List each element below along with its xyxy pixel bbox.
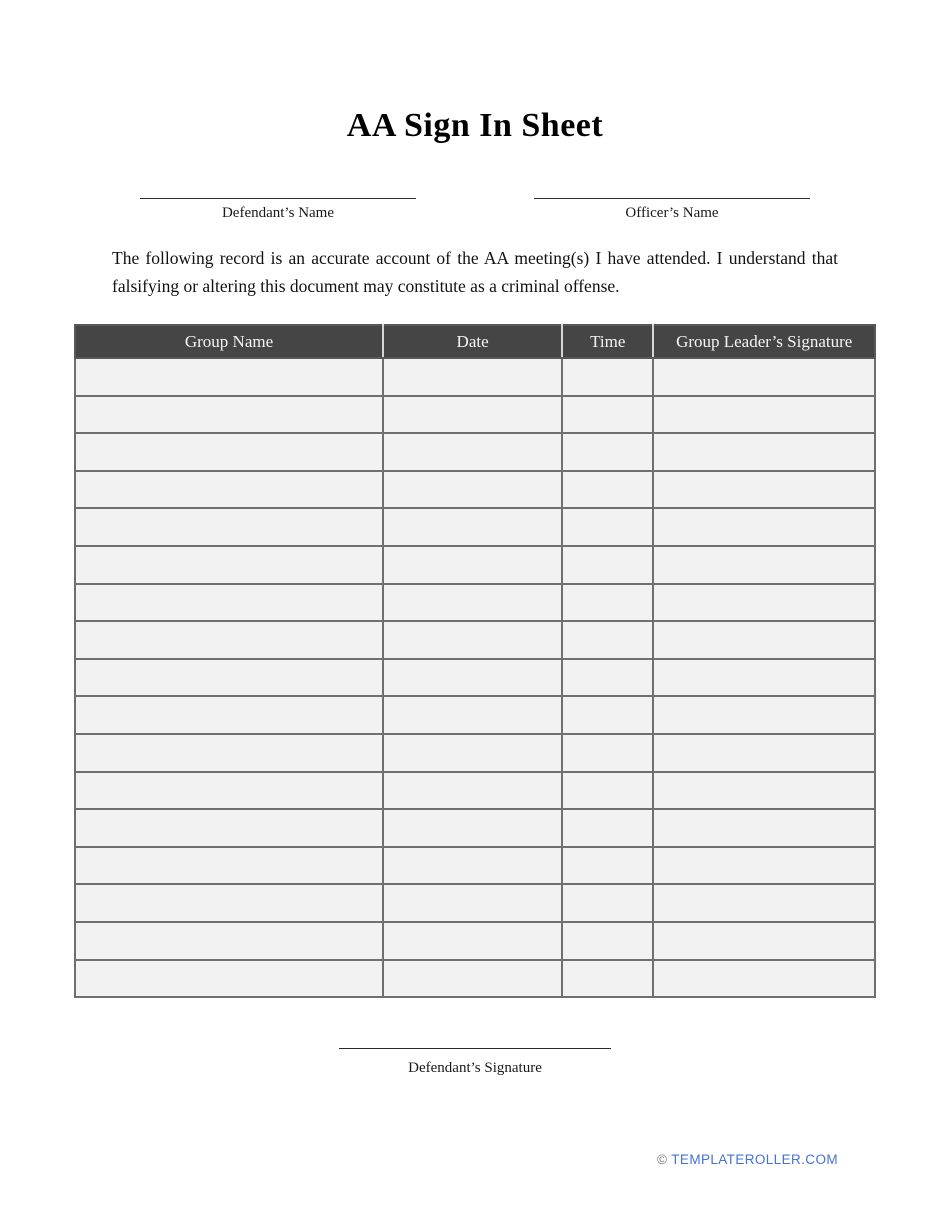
table-row [75,621,875,659]
cell-time[interactable] [562,809,653,847]
cell-group-name[interactable] [75,922,383,960]
table-row [75,396,875,434]
column-header-date: Date [383,325,562,358]
table-row [75,772,875,810]
cell-date[interactable] [383,433,562,471]
cell-time[interactable] [562,471,653,509]
cell-date[interactable] [383,847,562,885]
defendant-signature-line[interactable] [339,1048,611,1049]
cell-time[interactable] [562,508,653,546]
officer-name-field [534,198,810,223]
cell-group-leader-signature[interactable] [653,809,875,847]
column-header-time: Time [562,325,653,358]
signin-table-body [75,358,875,997]
cell-group-name[interactable] [75,621,383,659]
column-header-group-name: Group Name [75,325,383,358]
cell-time[interactable] [562,772,653,810]
table-row [75,847,875,885]
cell-time[interactable] [562,884,653,922]
cell-group-leader-signature[interactable] [653,734,875,772]
cell-group-leader-signature[interactable] [653,659,875,697]
defendant-signature-label: Defendant’s Signature [408,1060,542,1077]
defendant-signature-field [0,1036,950,1078]
cell-date[interactable] [383,396,562,434]
cell-date[interactable] [383,922,562,960]
cell-group-name[interactable] [75,696,383,734]
cell-group-name[interactable] [75,396,383,434]
cell-group-name[interactable] [75,508,383,546]
cell-group-leader-signature[interactable] [653,508,875,546]
table-row [75,659,875,697]
cell-group-name[interactable] [75,546,383,584]
table-row [75,358,875,396]
cell-time[interactable] [562,696,653,734]
table-row [75,922,875,960]
cell-group-name[interactable] [75,772,383,810]
cell-group-leader-signature[interactable] [653,696,875,734]
defendant-name-label: Defendant’s Name [221,205,335,221]
cell-time[interactable] [562,734,653,772]
cell-date[interactable] [383,696,562,734]
cell-date[interactable] [383,884,562,922]
column-header-group-leader-signature: Group Leader’s Signature [653,325,875,358]
copyright-icon: © [656,1152,668,1167]
cell-group-name[interactable] [75,847,383,885]
cell-time[interactable] [562,621,653,659]
cell-time[interactable] [562,960,653,998]
cell-group-leader-signature[interactable] [653,546,875,584]
signin-table-header [75,325,875,358]
header-row [75,325,875,358]
cell-group-name[interactable] [75,809,383,847]
table-row [75,960,875,998]
table-row [75,508,875,546]
table-row [75,433,875,471]
cell-time[interactable] [562,358,653,396]
cell-group-leader-signature[interactable] [653,884,875,922]
page-title: AA Sign In Sheet [346,107,604,144]
cell-time[interactable] [562,847,653,885]
cell-date[interactable] [383,659,562,697]
cell-date[interactable] [383,734,562,772]
cell-group-name[interactable] [75,584,383,622]
cell-group-name[interactable] [75,884,383,922]
cell-group-leader-signature[interactable] [653,584,875,622]
cell-group-name[interactable] [75,734,383,772]
cell-date[interactable] [383,546,562,584]
name-fields-row [0,198,950,223]
officer-name-line[interactable] [534,198,810,199]
cell-date[interactable] [383,621,562,659]
cell-group-name[interactable] [75,358,383,396]
cell-date[interactable] [383,471,562,509]
defendant-name-line[interactable] [140,198,416,199]
defendant-name-field [140,198,416,223]
table-row [75,471,875,509]
cell-date[interactable] [383,809,562,847]
table-row [75,884,875,922]
cell-group-leader-signature[interactable] [653,960,875,998]
cell-date[interactable] [383,358,562,396]
cell-group-leader-signature[interactable] [653,847,875,885]
signin-table [74,324,876,998]
table-row [75,546,875,584]
cell-time[interactable] [562,922,653,960]
table-row [75,809,875,847]
cell-group-leader-signature[interactable] [653,621,875,659]
cell-group-name[interactable] [75,433,383,471]
table-row [75,696,875,734]
cell-date[interactable] [383,584,562,622]
cell-group-name[interactable] [75,960,383,998]
cell-group-leader-signature[interactable] [653,396,875,434]
cell-date[interactable] [383,772,562,810]
cell-group-leader-signature[interactable] [653,922,875,960]
cell-time[interactable] [562,396,653,434]
cell-group-name[interactable] [75,471,383,509]
table-row [75,734,875,772]
cell-group-leader-signature[interactable] [653,772,875,810]
page-footer [657,1152,838,1167]
cell-time[interactable] [562,584,653,622]
cell-group-leader-signature[interactable] [653,358,875,396]
cell-time[interactable] [562,433,653,471]
cell-date[interactable] [383,960,562,998]
cell-time[interactable] [562,546,653,584]
cell-time[interactable] [562,659,653,697]
templateroller-link[interactable]: TEMPLATEROLLER.COM [671,1152,838,1167]
cell-group-name[interactable] [75,659,383,697]
intro-paragraph: The following record is an accurate account of the AA meeting(s) I have attended. I understand that falsifying or altering this document may constitute as a criminal offense. [112,248,838,296]
cell-group-leader-signature[interactable] [653,433,875,471]
cell-group-leader-signature[interactable] [653,471,875,509]
officer-name-label: Officer’s Name [625,205,719,221]
table-row [75,584,875,622]
cell-date[interactable] [383,508,562,546]
